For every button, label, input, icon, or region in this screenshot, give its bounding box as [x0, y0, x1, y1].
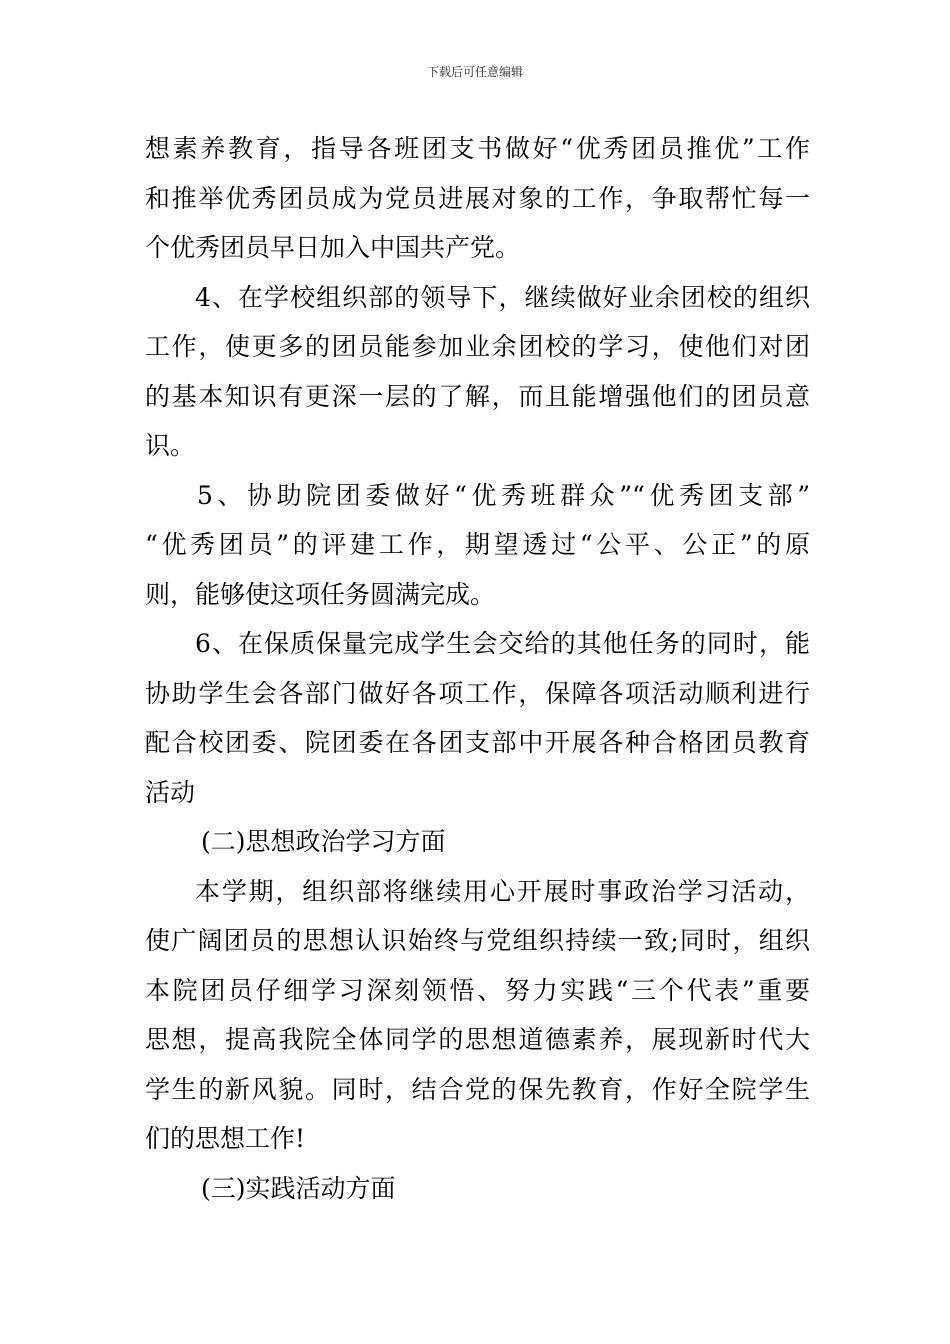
text-line: 学生的新风貌。同时，结合党的保先教育，作好全院学生 — [145, 1074, 810, 1104]
document-body — [145, 124, 810, 1213]
text-line: 使广阔团员的思想认识始终与党组织持续一致;同时，组织 — [145, 926, 810, 955]
text-line: 则，能够使这项任务圆满完成。 — [145, 579, 496, 609]
text-line: 和推举优秀团员成为党员进展对象的工作，争取帮忙每一 — [145, 183, 810, 213]
text-line: 想素养教育，指导各班团支书做好“优秀团员推优”工作 — [145, 134, 810, 163]
text-line: 识。 — [145, 431, 196, 460]
section-heading-2: (二)思想政治学习方面 — [201, 827, 446, 856]
text-line: 们的思想工作! — [145, 1124, 306, 1153]
text-line: 个优秀团员早日加入中国共产党。 — [145, 233, 521, 262]
page-header: 下载后可任意编辑 — [426, 65, 523, 79]
text-line: “优秀团员”的评建工作，期望透过“公平、公正”的原 — [145, 530, 810, 559]
text-line: 配合校团委、院团委在各团支部中开展各种合格团员教育 — [145, 728, 810, 757]
text-line: 的基本知识有更深一层的了解，而且能增强他们的团员意 — [145, 381, 810, 411]
text-line: 协助学生会各部门做好各项工作，保障各项活动顺利进行 — [145, 678, 810, 708]
paragraph-6-start: 6、在保质保量完成学生会交给的其他任务的同时，能 — [195, 629, 810, 658]
paragraph-5-start: 5、协助院团委做好“优秀班群众”“优秀团支部” — [197, 480, 810, 510]
text-line: 本院团员仔细学习深刻领悟、努力实践“三个代表”重要 — [145, 975, 810, 1005]
text-line: 工作，使更多的团员能参加业余团校的学习，使他们对团 — [145, 332, 810, 361]
text-line: 思想，提高我院全体同学的思想道德素养，展现新时代大 — [145, 1025, 810, 1054]
text-line: 活动 — [145, 777, 196, 807]
paragraph-4-start: 4、在学校组织部的领导下，继续做好业余团校的组织 — [195, 282, 810, 312]
paragraph-start: 本学期，组织部将继续用心开展时事政治学习活动， — [195, 876, 810, 906]
section-heading-3: (三)实践活动方面 — [201, 1173, 396, 1203]
